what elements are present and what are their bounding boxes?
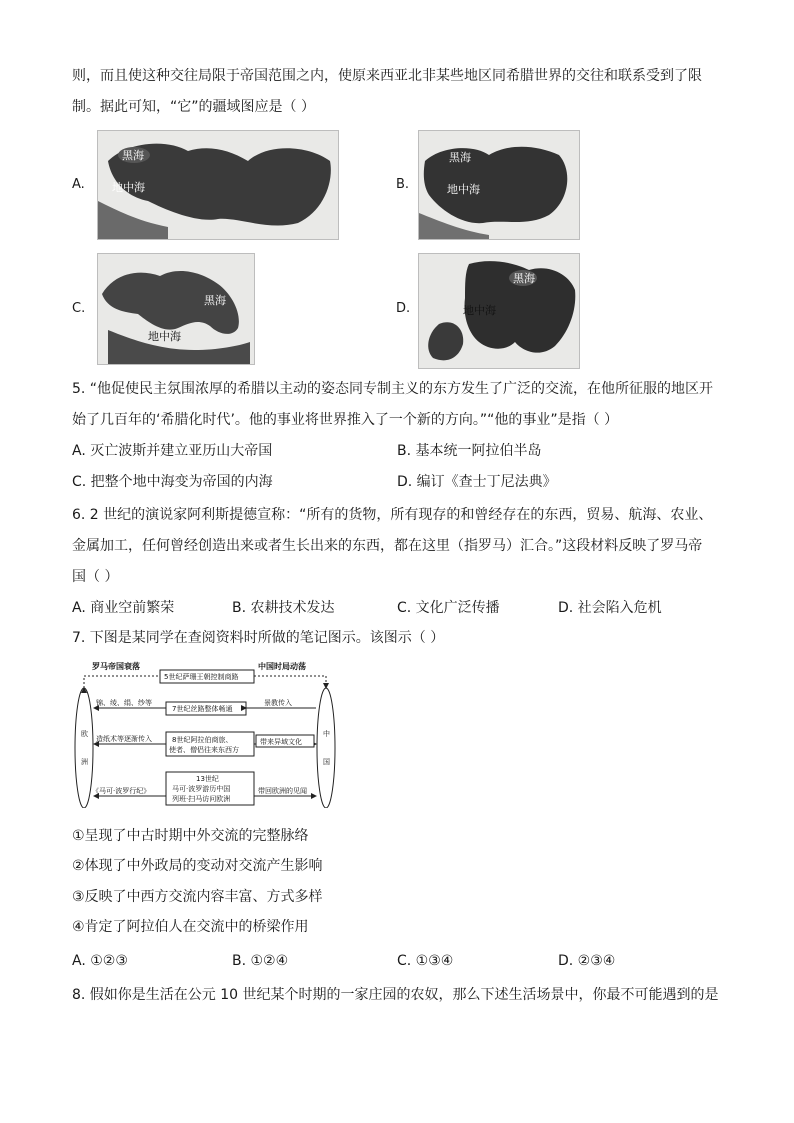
q7-option-c[interactable]: C. ①③④ <box>397 953 454 969</box>
diagram-nestorian-label: 景教传入 <box>264 699 292 707</box>
q4-text-line2: 制。据此可知，“它”的疆域图应是（ ） <box>72 99 315 115</box>
map-b-black-sea-label: 黑海 <box>449 151 471 164</box>
q5-option-b[interactable]: B. 基本统一阿拉伯半岛 <box>397 443 542 459</box>
diagram-europe-char1: 欧 <box>81 730 88 738</box>
q7-option-d[interactable]: D. ②③④ <box>558 953 616 969</box>
q6-option-b[interactable]: B. 农耕技术发达 <box>232 600 335 616</box>
diagram-box-13th-century-line3: 列班·扫马访问欧洲 <box>172 795 231 803</box>
q7-statement-3: ③反映了中西方交流内容丰富、方式多样 <box>72 889 323 905</box>
q6-text-line2: 金属加工，任何曾经创造出来或者生长出来的东西，都在这里（指罗马）汇合。”这段材料反映了罗马帝 <box>72 538 703 554</box>
q4-option-a-label[interactable]: A. <box>72 177 85 192</box>
q5-option-d[interactable]: D. 编订《查士丁尼法典》 <box>397 474 557 490</box>
q6-text-line3: 国（ ） <box>72 569 119 585</box>
map-a-graphic <box>98 131 338 239</box>
q4-option-b-label[interactable]: B. <box>396 177 410 192</box>
q5-option-a[interactable]: A. 灭亡波斯并建立亚历山大帝国 <box>72 443 273 459</box>
q4-option-a-map[interactable] <box>97 130 339 240</box>
map-b-med-sea-label: 地中海 <box>447 183 480 196</box>
q4-option-c-map[interactable] <box>97 253 255 365</box>
q4-option-d-label[interactable]: D. <box>396 301 411 316</box>
diagram-papermaking-label: 造纸术等逐渐传入 <box>96 735 152 743</box>
diagram-silk-goods-label: 锦、绫、绢、纱等 <box>96 699 152 707</box>
q7-statement-1: ①呈现了中古时期中外交流的完整脉络 <box>72 828 309 844</box>
q5-text-line2: 始了几百年的‘希腊化时代’。他的事业将世界推入了一个新的方向。”“他的事业”是指（ ） <box>72 412 619 428</box>
q6-option-d[interactable]: D. 社会陷入危机 <box>558 600 662 616</box>
q5-text-line1: 5. “他促使民主氛围浓厚的希腊以主动的姿态同专制主义的东方发生了广泛的交流，在他所征服的地区开 <box>72 381 714 397</box>
q7-diagram <box>72 660 340 808</box>
q4-option-b-map[interactable] <box>418 130 580 240</box>
map-a-med-sea-label: 地中海 <box>112 181 145 194</box>
q4-option-c-label[interactable]: C. <box>72 301 86 316</box>
q4-option-d-map[interactable] <box>418 253 580 369</box>
map-d-med-sea-label: 地中海 <box>463 304 496 317</box>
diagram-top-right-title: 中国时局动荡 <box>258 662 306 671</box>
map-a-black-sea-label: 黑海 <box>122 149 144 162</box>
map-d-black-sea-label: 黑海 <box>513 272 535 285</box>
diagram-box-8th-century-line2: 使者、僧侣往来东西方 <box>169 746 239 754</box>
map-d-graphic <box>419 254 579 368</box>
q6-text-line1: 6. 2 世纪的演说家阿利斯提德宣称：“所有的货物，所有现存的和曾经存在的东西，贸易、航海、农业、 <box>72 507 713 523</box>
map-c-black-sea-label: 黑海 <box>204 294 226 307</box>
diagram-box-8th-century-line1: 8世纪阿拉伯商旅、 <box>172 736 233 744</box>
diagram-china-char1: 中 <box>323 730 330 738</box>
q4-text-line1: 则，而且使这种交往局限于帝国范围之内，使原来西亚北非某些地区同希腊世界的交往和联系受到了限 <box>72 68 702 84</box>
diagram-europe-news-label: 带回欧洲的见闻 <box>258 787 307 795</box>
diagram-top-left-title: 罗马帝国衰落 <box>92 662 140 671</box>
map-c-graphic <box>98 254 254 364</box>
diagram-box-7th-century: 7世纪丝路整体畅通 <box>172 705 233 713</box>
q7-statement-2: ②体现了中外政局的变动对交流产生影响 <box>72 858 323 874</box>
q6-option-c[interactable]: C. 文化广泛传播 <box>397 600 500 616</box>
q7-option-b[interactable]: B. ①②④ <box>232 953 289 969</box>
diagram-china-char2: 国 <box>323 758 330 766</box>
q7-text-line1: 7. 下图是某同学在查阅资料时所做的笔记图示。该图示（ ） <box>72 630 445 646</box>
q6-option-a[interactable]: A. 商业空前繁荣 <box>72 600 175 616</box>
diagram-box-5th-century: 5世纪萨珊王朝控制商路 <box>164 673 239 681</box>
diagram-marco-polo-book-label: 《马可·波罗行纪》 <box>92 787 151 795</box>
diagram-box-13th-century-line1: 13世纪 <box>196 775 219 783</box>
map-b-graphic <box>419 131 579 239</box>
q7-statement-4: ④肯定了阿拉伯人在交流中的桥梁作用 <box>72 919 309 935</box>
q7-diagram-graphic <box>72 660 340 808</box>
q5-option-c[interactable]: C. 把整个地中海变为帝国的内海 <box>72 474 273 490</box>
map-c-med-sea-label: 地中海 <box>148 330 181 343</box>
q7-option-a[interactable]: A. ①②③ <box>72 953 128 969</box>
diagram-europe-char2: 洲 <box>81 758 88 766</box>
q8-text-line1: 8. 假如你是生活在公元 10 世纪某个时期的一家庄园的农奴，那么下述生活场景中，你最不可能遇到的是 <box>72 987 719 1003</box>
diagram-foreign-culture-label: 带来异域文化 <box>260 738 302 746</box>
diagram-box-13th-century-line2: 马可·波罗游历中国 <box>172 785 231 793</box>
